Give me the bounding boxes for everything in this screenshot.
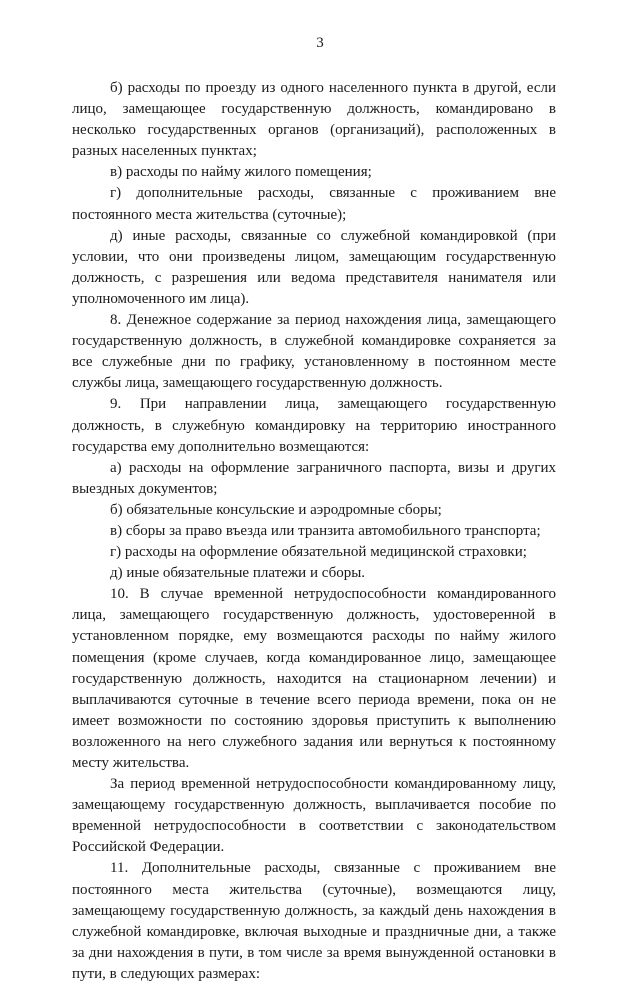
paragraph-7b: б) расходы по проезду из одного населенного пункта в другой, если лицо, замещающее государственную должность, командировано в несколько государственных органов (организаций), расположенных в разных населенных пунктах; [72, 80, 556, 160]
paragraph-10-continued: За период временной нетрудоспособности командированному лицу, замещающему государственную должность, выплачивается пособие по временной нетрудоспособности в соответствии с законодательством Российской Федерации. [72, 776, 556, 856]
paragraph-9d: д) иные обязательные платежи и сборы. [110, 565, 366, 582]
paragraph-7d: д) иные расходы, связанные со служебной командировкой (при условии, что они произведены лицом, замещающим государственную должность, с разрешения или ведома представителя нанимателя или уполномоченного им лица). [72, 227, 556, 307]
page-number: 3 [316, 35, 324, 51]
document-body [72, 78, 556, 985]
paragraph-10: 10. В случае временной нетрудоспособности командированного лица, замещающего государственную должность, удостоверенной в установленном порядке, ему возмещаются расходы по найму жилого помещения (кроме случаев, когда командированное лицо, замещающее государственную должность, находится на стационарном лечении) и выплачиваются суточные в течение всего периода времени, пока он не имеет возможности по состоянию здоровья приступить к выполнению возложенного на него служебного задания или вернуться к постоянному месту жительства. [72, 586, 556, 771]
paragraph-7v: в) расходы по найму жилого помещения; [110, 164, 372, 181]
paragraph-9v: в) сборы за право въезда или транзита автомобильного транспорта; [110, 522, 541, 539]
paragraph-11: 11. Дополнительные расходы, связанные с проживанием вне постоянного места жительства (суточные), возмещаются лицу, замещающему государственную должность, за каждый день нахождения в служебной командировке, включая выходные и праздничные дни, а также за дни нахождения в пути, в том числе за время вынужденной остановки в пути, в следующих размерах: [72, 860, 556, 982]
paragraph-9: 9. При направлении лица, замещающего государственную должность, в служебную командировку на территорию иностранного государства ему дополнительно возмещаются: [72, 396, 556, 455]
paragraph-9a: а) расходы на оформление заграничного паспорта, визы и других выездных документов; [72, 459, 556, 497]
paragraph-7g: г) дополнительные расходы, связанные с проживанием вне постоянного места жительства (суточные); [72, 185, 556, 223]
paragraph-8: 8. Денежное содержание за период нахождения лица, замещающего государственную должность, в служебной командировке сохраняется за все служебные дни по графику, установленному в постоянном месте службы лица, замещающего государственную должность. [72, 312, 556, 392]
paragraph-9b: б) обязательные консульские и аэродромные сборы; [110, 501, 442, 518]
paragraph-9g: г) расходы на оформление обязательной медицинской страховки; [110, 544, 527, 561]
